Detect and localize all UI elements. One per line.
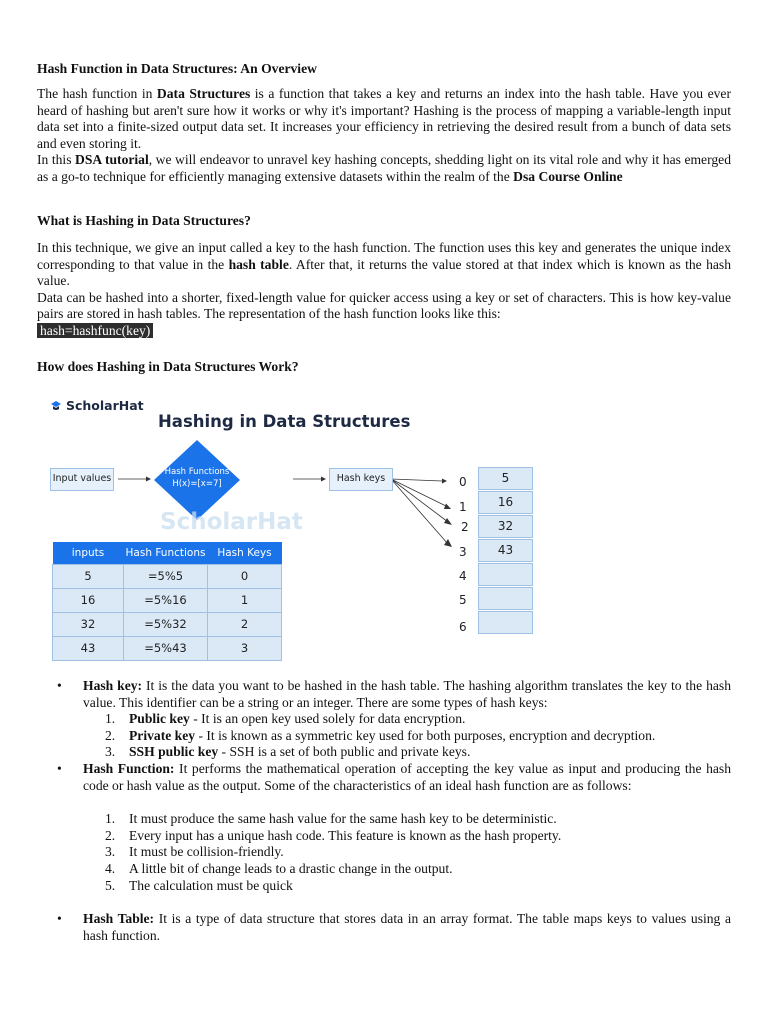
arrow-key-to-slot-0 <box>391 479 442 481</box>
term-public-key: Public key <box>129 711 190 727</box>
list-item-text: The calculation must be quick <box>129 877 293 893</box>
table-cell: 43 <box>53 637 124 661</box>
list-item <box>83 711 731 728</box>
table-cell: =5%43 <box>124 637 208 661</box>
intro-text: In this <box>37 152 75 168</box>
section1-text: In this technique, we give an input called a key to the hash function. The function uses this key and generates the unique index corresponding to that value in the <box>37 240 731 272</box>
term-hash-table: Hash Table: <box>83 911 155 927</box>
section-heading-how-hashing-works: How does Hashing in Data Structures Work? <box>37 359 299 374</box>
diagram-title: Hashing in Data Structures <box>158 412 411 431</box>
intro-text: is a function that takes a key and returns an index into the hash table. Have you ever heard of hashing but aren't sure how it works or why it's important? Hashing is the process of mapping a variable-length input data set into a finite-sized output data set. It increases your efficiency in retrieving the desired result from a bunch of data sets and even storing it. <box>37 86 731 151</box>
list-number: 3. <box>105 844 116 860</box>
intro-paragraph <box>37 86 731 186</box>
table-row <box>53 589 282 613</box>
list-number: 3. <box>105 744 116 760</box>
page-title: Hash Function in Data Structures: An Overview <box>37 61 317 76</box>
section-heading-what-is-hashing: What is Hashing in Data Structures? <box>37 213 251 228</box>
list-number: 2. <box>105 727 116 743</box>
slot-index: 6 <box>459 620 467 634</box>
table-cell: 0 <box>208 565 282 589</box>
arrow-head <box>321 477 326 482</box>
table-cell: 1 <box>208 589 282 613</box>
header-hash-keys: Hash Keys <box>208 542 282 565</box>
list-item-text: Every input has a unique hash code. This feature is known as the hash property. <box>129 827 562 843</box>
slot-index: 5 <box>459 593 467 607</box>
section1-text: . After that, it returns the value stored at that index which is known as the hash value. <box>37 256 732 289</box>
hash-table-slot <box>478 563 533 586</box>
header-inputs: inputs <box>53 542 124 565</box>
code-snippet: hash=hashfunc(key) <box>37 323 153 338</box>
list-number: 1. <box>105 811 116 827</box>
hash-function-formula: H(x)=[x=7] <box>172 479 222 489</box>
term-private-key: Private key <box>129 727 196 743</box>
hash-table-slot: 43 <box>478 539 533 562</box>
list-item-hash-table <box>37 911 731 944</box>
table-header-row <box>53 542 282 565</box>
bullet-icon: • <box>57 760 62 776</box>
section1-bold-hash-table: hash table <box>228 256 289 272</box>
arrow-head <box>444 518 452 525</box>
slot-index: 2 <box>461 520 469 534</box>
list-item-text: A little bit of change leads to a drastic change in the output. <box>129 860 453 876</box>
hash-keys-box <box>329 468 393 491</box>
table-cell: =5%5 <box>124 565 208 589</box>
table-cell: 2 <box>208 613 282 637</box>
term-hash-key: Hash key: <box>83 678 143 693</box>
bullet-icon: • <box>57 911 62 927</box>
arrow-key-to-slot-3 <box>391 479 448 544</box>
list-number: 2. <box>105 827 116 843</box>
hash-table-slot: 32 <box>478 515 533 538</box>
list-item <box>83 828 731 845</box>
hash-table-slot: 16 <box>478 491 533 514</box>
watermark: ScholarHat <box>160 509 303 535</box>
hash-table-slot <box>478 611 533 634</box>
table-cell: 5 <box>53 565 124 589</box>
slot-index: 3 <box>459 545 467 559</box>
table-row <box>53 565 282 589</box>
list-item-text: It must produce the same hash value for the same hash key to be deterministic. <box>129 811 557 827</box>
table-cell: 3 <box>208 637 282 661</box>
table-cell: 16 <box>53 589 124 613</box>
table-row <box>53 613 282 637</box>
arrow-head <box>442 479 447 484</box>
hash-function-label <box>154 466 240 490</box>
hash-function-title: Hash Functions <box>164 467 230 477</box>
intro-text: , we will endeavor to unravel key hashing concepts, shedding light on its vital role and why it has emerged as a go-to technique for efficiently managing extensive datasets within the realm of the <box>37 152 731 184</box>
list-item <box>83 744 731 761</box>
list-item-text: It is the data you want to be hashed in the hash table. The hashing algorithm translates the key to the hash value. This identifier can be a string or an integer. There are some types of hash keys: <box>83 678 731 710</box>
list-item <box>83 811 731 828</box>
hash-key-types-list <box>37 711 731 761</box>
header-hash-functions: Hash Functions <box>124 542 208 565</box>
slot-index: 1 <box>459 500 467 514</box>
intro-bold-data-structures: Data Structures <box>156 86 251 101</box>
term-ssh-public-key: SSH public key <box>129 744 219 760</box>
hash-table-slot <box>478 587 533 610</box>
arrow-head <box>444 539 452 547</box>
list-item-text: - It is known as a symmetric key used for both purposes, encryption and decryption. <box>195 727 656 743</box>
bullet-list <box>37 678 731 944</box>
intro-text: The hash function in <box>37 86 157 101</box>
table-cell: =5%16 <box>124 589 208 613</box>
list-item-hash-function <box>37 761 731 894</box>
list-item-text: - It is an open key used solely for data encryption. <box>189 711 466 727</box>
list-item <box>83 844 731 861</box>
arrow-key-to-slot-2 <box>391 479 448 522</box>
hashing-diagram <box>50 390 550 662</box>
table-row <box>53 637 282 661</box>
slot-index: 0 <box>459 475 467 489</box>
section1-text: Data can be hashed into a shorter, fixed-length value for quicker access using a key or set of characters. This is how key-value pairs are stored in hash tables. The representation of the hash function looks like this: <box>37 289 731 322</box>
list-item-text: It performs the mathematical operation of accepting the key value as input and producing the hash code or hash value as the output. Some of the characteristics of an ideal hash function are as follows: <box>83 760 731 793</box>
term-hash-function: Hash Function: <box>83 760 175 776</box>
list-item-text: It must be collision-friendly. <box>129 844 284 860</box>
list-item-text: It is a type of data structure that stores data in an array format. The table maps keys to values using a hash function. <box>83 911 731 943</box>
logo-text: ScholarHat <box>66 398 144 413</box>
list-item-hash-key <box>37 678 731 761</box>
section1-paragraph <box>37 240 731 340</box>
list-number: 4. <box>105 860 116 876</box>
hash-computation-table <box>52 542 282 661</box>
list-item <box>83 728 731 745</box>
intro-bold-dsa-course: Dsa Course Online <box>513 168 623 184</box>
hash-keys-label: Hash keys <box>336 473 386 485</box>
intro-bold-dsa-tutorial: DSA tutorial <box>75 152 149 168</box>
table-cell: 32 <box>53 613 124 637</box>
list-item <box>83 861 731 878</box>
table-cell: =5%32 <box>124 613 208 637</box>
list-item-text: - SSH is a set of both public and private keys. <box>218 744 471 760</box>
arrow-head <box>444 504 451 510</box>
hash-function-characteristics-list <box>37 811 731 894</box>
slot-index: 4 <box>459 569 467 583</box>
list-number: 1. <box>105 711 116 727</box>
input-values-label: Input values <box>52 473 112 485</box>
arrow-head <box>146 477 151 482</box>
bullet-icon: • <box>57 678 62 693</box>
arrow-key-to-slot-1 <box>391 479 448 507</box>
list-item <box>83 878 731 895</box>
hash-table-slot: 5 <box>478 467 533 490</box>
list-number: 5. <box>105 877 116 893</box>
